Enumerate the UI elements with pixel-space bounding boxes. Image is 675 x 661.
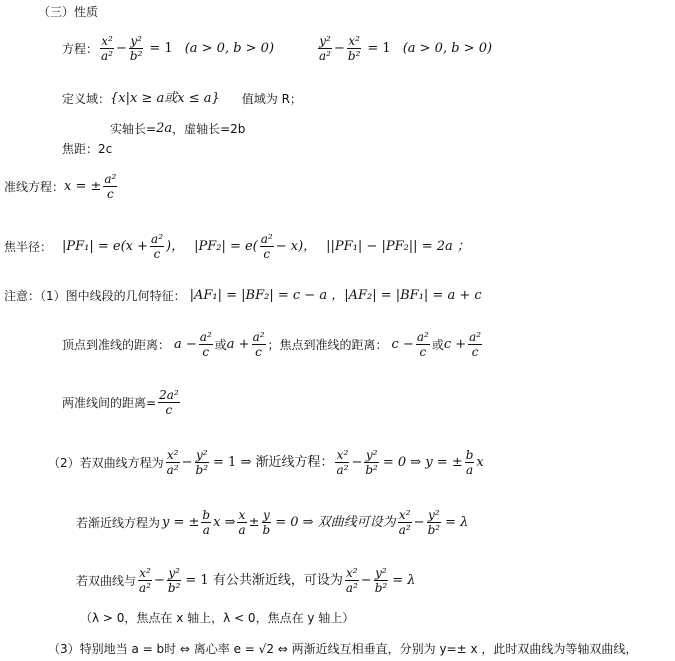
fraction: $\frac{\text{x²}}{\text{a²}}$ (336, 448, 349, 477)
fraction: $\frac{\text{y²}}{\text{b²}}$ (129, 34, 143, 63)
fraction: $\frac{\text{a²}}{c}$ (252, 330, 265, 359)
focal-radius-row: 焦半径： |PF₁| = e(x + $\frac{\text{a²}}{c}$ )， |PF₂| = e( $\frac{\text{a²}}{c}$ − x)， ||PF₁| − |PF₂|| = 2a ； (4, 232, 470, 261)
special-case: （3）特别地当 a = b时 ⇔ 离心率 e = √2 ⇔ 两渐近线互相垂直，分别为 y=± x ，此时双曲线为等轴双曲线， (48, 642, 638, 656)
fraction: $\frac{\text{x²}}{\text{a²}}$ (166, 448, 179, 477)
fraction: $\frac{\text{a²}}{c}$ (199, 330, 212, 359)
imag-axis-text: ，虚轴长=2b (172, 121, 246, 136)
domain-set: {x|x ≥ a或x ≤ a} (110, 91, 220, 106)
focal-radius-label: 焦半径： (4, 239, 53, 254)
fraction: $\frac{\text{y²}}{\text{b²}}$ (365, 448, 378, 477)
fraction: $\frac{\text{y²}}{\text{b²}}$ (167, 566, 181, 595)
equation-eq1: = 1 (149, 41, 173, 56)
fraction: $\frac{\text{a²}}{c}$ (416, 330, 429, 359)
lambda-note: （λ > 0，焦点在 x 轴上，λ < 0，焦点在 y 轴上） (80, 611, 355, 625)
fraction: $\frac{\text{y²}}{\text{b²}}$ (195, 448, 209, 477)
fraction: $\frac{\text{y²}}{\text{b²}}$ (427, 508, 441, 537)
range-text: 值域为 R； (241, 91, 302, 106)
fraction: $\frac{\text{a²}}{c}$ (151, 232, 164, 261)
asymptote-row: （2）若双曲线方程为 $\frac{\text{x²}}{\text{a²}}$ − $\frac{\text{y²}}{\text{b²}}$ = 1 ⇒ 渐近线方程： $\frac{\text{x²}}{\text{a²}}$ − $\frac{\text{y²}}{\text{b²}}$ = 0 ⇒ y = ± $\frac{b}{a}$ x (48, 448, 484, 477)
fraction: $\frac{x}{a}$ (238, 508, 246, 537)
equation-eq2: = 1 (367, 41, 391, 56)
fraction: $\frac{\text{a²}}{c}$ (469, 330, 482, 359)
equation-cond1: (a > 0, b > 0) (184, 41, 275, 56)
real-axis-value: 2a (156, 121, 173, 136)
domain-label: 定义域： (62, 91, 111, 106)
fraction: $\frac{b}{a}$ (465, 448, 474, 477)
fraction: $\frac{\text{x²}}{\text{a²}}$ (139, 566, 151, 595)
fraction: $\frac{b}{a}$ (202, 508, 211, 537)
two-directrix-row: 两准线间的距离= $\frac{\text{2a²}}{c}$ (62, 388, 179, 417)
equation-label: 方程： (62, 41, 99, 56)
fraction: $\frac{\text{a²}}{c}$ (260, 232, 273, 261)
directrix-label: 准线方程： (4, 179, 65, 194)
fraction: $\frac{\text{a²}}{c}$ (104, 172, 117, 201)
fraction: $\frac{\text{y²}}{\text{b²}}$ (374, 566, 388, 595)
fraction: $\frac{\text{y²}}{\text{a²}}$ (319, 34, 331, 63)
domain-row (62, 92, 302, 105)
vertex-dist-row: 顶点到准线的距离： a − $\frac{\text{a²}}{c}$ 或 a + $\frac{\text{a²}}{c}$ ；焦点到准线的距离： c − $\frac{\text{a²}}{c}$ 或 c + $\frac{\text{a²}}{c}$ (62, 330, 482, 359)
focal-distance: 焦距：2c (62, 142, 113, 156)
asymptote3-row: 若双曲线与 $\frac{\text{x²}}{\text{a²}}$ − $\frac{\text{y²}}{\text{b²}}$ = 1 有公共渐近线，可设为 $\frac{\text{x²}}{\text{a²}}$ − $\frac{\text{y²}}{\text{b²}}$ = λ (76, 566, 416, 595)
directrix-row: 准线方程： x = ± $\frac{\text{a²}}{c}$ (4, 172, 117, 201)
fraction: $\frac{\text{2a²}}{c}$ (159, 388, 179, 417)
fraction: $\frac{\text{x²}}{\text{a²}}$ (345, 566, 358, 595)
fraction: $\frac{\text{x²}}{\text{b²}}$ (347, 34, 361, 63)
real-axis-label: 实轴长= (110, 121, 157, 136)
fraction: $\frac{y}{b}$ (262, 508, 271, 537)
section-title: （三）性质 (38, 5, 99, 19)
note-label: 注意：（1）图中线段的几何特征： (4, 288, 186, 303)
note-expr: |AF₁| = |BF₂| = c − a ，|AF₂| = |BF₁| = a + c (189, 288, 482, 303)
equation-cond2: (a > 0, b > 0) (402, 41, 493, 56)
asymptote2-row: 若渐近线方程为 y = ± $\frac{b}{a}$ x ⇒ $\frac{x}{a}$ ± $\frac{y}{b}$ = 0 ⇒ 双曲线可设为 $\frac{\text{x²}}{\text{a²}}$ − $\frac{\text{y²}}{\text{b²}}$ = λ (76, 508, 469, 537)
note-row (4, 289, 482, 302)
fraction: $\frac{\text{x²}}{\text{a²}}$ (101, 34, 113, 63)
axes-row (110, 122, 245, 135)
equation-row: 方程： $\frac{\text{x²}}{\text{a²}}$ − $\frac{\text{y²}}{\text{b²}}$ = 1 (a > 0, b > 0) $\frac{\text{y²}}{\text{a²}}$ − $\frac{\text{x²}}{\text{b²}}$ = 1 (a > 0, b > 0) (62, 34, 493, 63)
fraction: $\frac{\text{x²}}{\text{a²}}$ (398, 508, 411, 537)
